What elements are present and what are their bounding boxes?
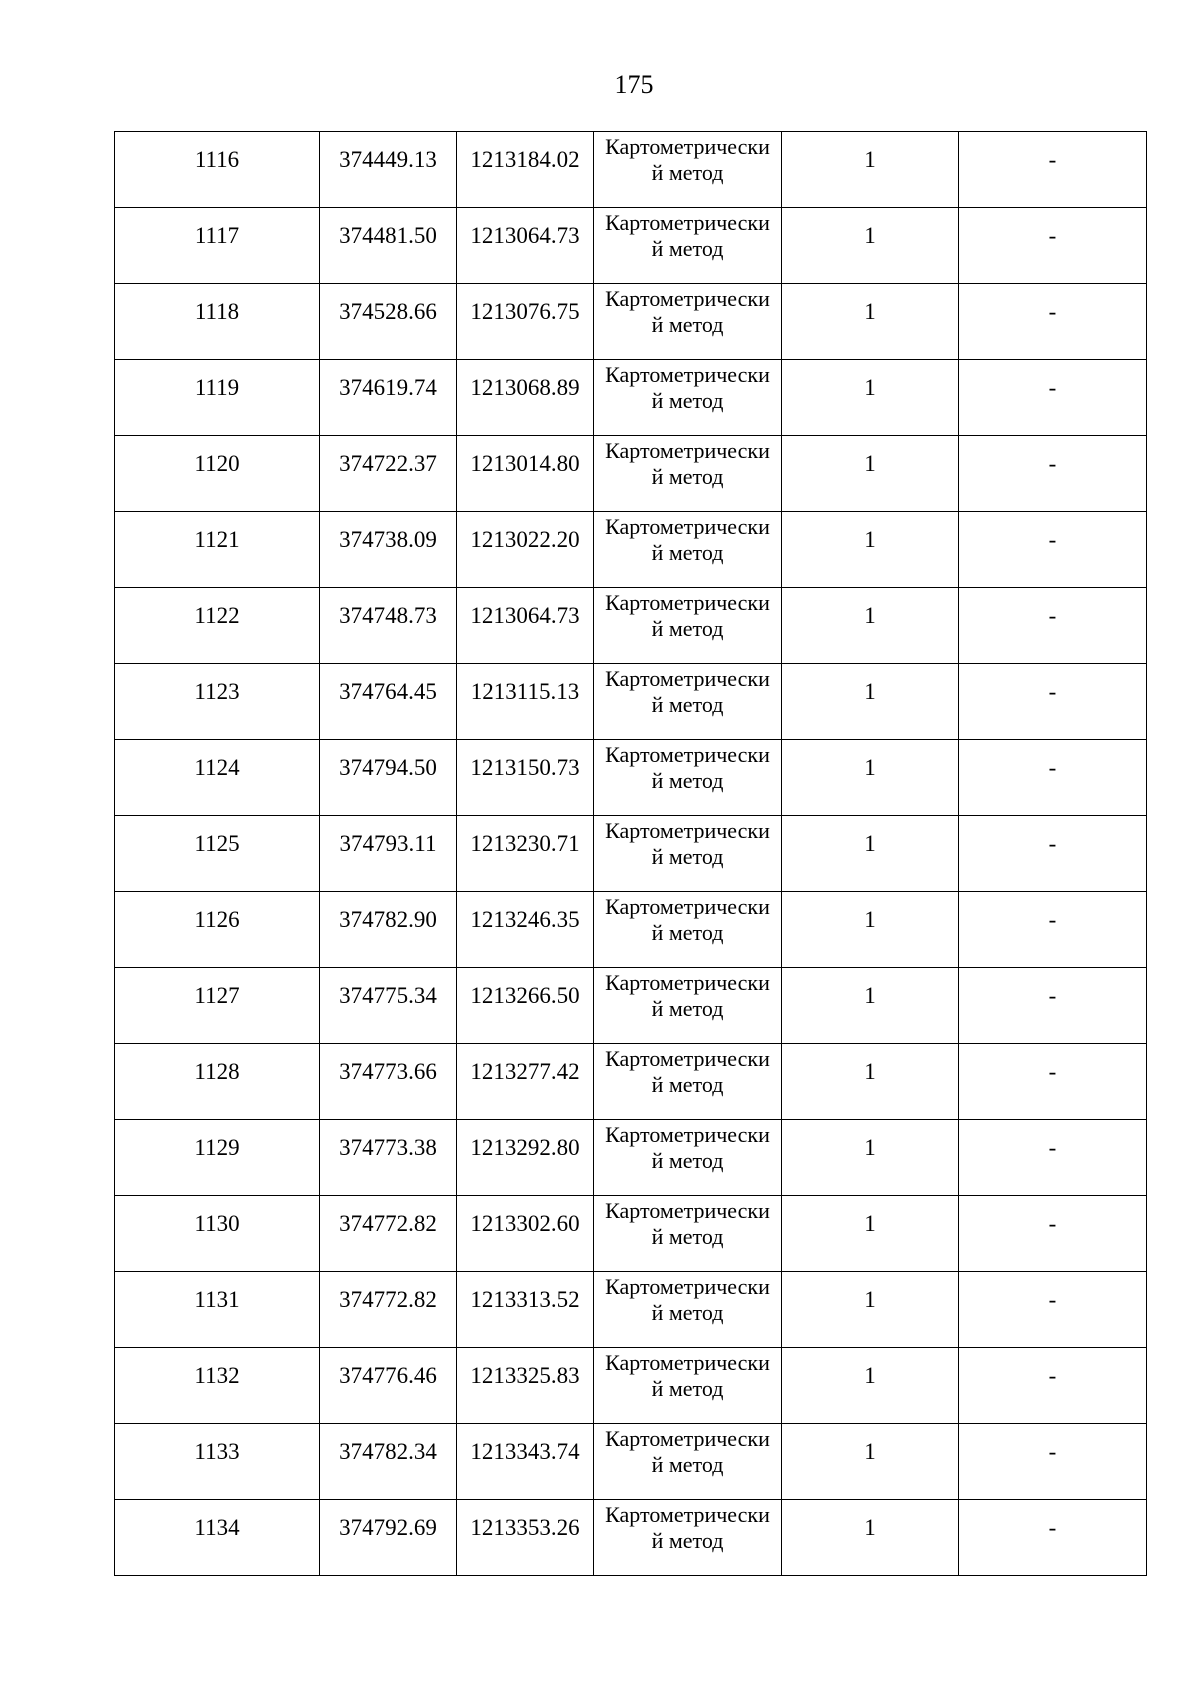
- point-number: 1127: [194, 983, 240, 1008]
- table-row: [115, 968, 1147, 1044]
- point-number: 1128: [194, 1059, 240, 1084]
- y-coordinate-cell: [457, 664, 594, 740]
- method-cell: [594, 1044, 782, 1120]
- accuracy-cell: [782, 1196, 959, 1272]
- accuracy-value: 1: [864, 1439, 876, 1464]
- accuracy-cell: [782, 968, 959, 1044]
- method-text: Картометрически й метод: [605, 818, 770, 869]
- page-number: 175: [614, 70, 654, 99]
- method-cell: [594, 360, 782, 436]
- x-coordinate-cell: [320, 1348, 457, 1424]
- method-text: Картометрически й метод: [605, 742, 770, 793]
- table-row: [115, 1272, 1147, 1348]
- method-text: Картометрически й метод: [605, 1122, 770, 1173]
- accuracy-cell: [782, 740, 959, 816]
- y-coordinate-cell: [457, 360, 594, 436]
- note-value: -: [1048, 299, 1057, 324]
- method-text: Картометрически й метод: [605, 210, 770, 261]
- point-number: 1131: [194, 1287, 240, 1312]
- point-number-cell: [115, 1500, 320, 1576]
- x-coordinate-cell: [320, 740, 457, 816]
- method-text: Картометрически й метод: [605, 590, 770, 641]
- method-text: Картометрически й метод: [605, 1426, 770, 1477]
- table-row: [115, 1500, 1147, 1576]
- y-coordinate: 1213325.83: [470, 1363, 580, 1388]
- point-number-cell: [115, 1272, 320, 1348]
- note-value: -: [1048, 147, 1057, 172]
- method-cell: [594, 740, 782, 816]
- x-coordinate: 374748.73: [339, 603, 437, 628]
- accuracy-value: 1: [864, 679, 876, 704]
- point-number: 1134: [194, 1515, 240, 1540]
- x-coordinate: 374722.37: [339, 451, 437, 476]
- note-value: -: [1048, 1211, 1057, 1236]
- accuracy-cell: [782, 1120, 959, 1196]
- x-coordinate-cell: [320, 284, 457, 360]
- y-coordinate-cell: [457, 892, 594, 968]
- y-coordinate-cell: [457, 1424, 594, 1500]
- y-coordinate-cell: [457, 208, 594, 284]
- table-row: [115, 816, 1147, 892]
- point-number: 1126: [194, 907, 240, 932]
- y-coordinate: 1213277.42: [470, 1059, 580, 1084]
- point-number-cell: [115, 512, 320, 588]
- y-coordinate-cell: [457, 512, 594, 588]
- note-cell: [959, 1500, 1147, 1576]
- note-value: -: [1048, 1059, 1057, 1084]
- point-number: 1133: [194, 1439, 240, 1464]
- note-cell: [959, 436, 1147, 512]
- accuracy-cell: [782, 436, 959, 512]
- accuracy-cell: [782, 664, 959, 740]
- accuracy-value: 1: [864, 299, 876, 324]
- method-cell: [594, 1348, 782, 1424]
- note-value: -: [1048, 1515, 1057, 1540]
- point-number: 1120: [194, 451, 240, 476]
- point-number-cell: [115, 664, 320, 740]
- method-cell: [594, 132, 782, 208]
- x-coordinate: 374738.09: [339, 527, 437, 552]
- x-coordinate: 374775.34: [339, 983, 437, 1008]
- note-cell: [959, 1044, 1147, 1120]
- method-cell: [594, 588, 782, 664]
- x-coordinate: 374794.50: [339, 755, 437, 780]
- note-cell: [959, 664, 1147, 740]
- method-text: Картометрически й метод: [605, 514, 770, 565]
- point-number-cell: [115, 132, 320, 208]
- method-text: Картометрически й метод: [605, 1350, 770, 1401]
- x-coordinate-cell: [320, 1424, 457, 1500]
- accuracy-value: 1: [864, 1363, 876, 1388]
- method-text: Картометрически й метод: [605, 970, 770, 1021]
- x-coordinate-cell: [320, 664, 457, 740]
- y-coordinate: 1213115.13: [470, 679, 580, 704]
- point-number-cell: [115, 1044, 320, 1120]
- point-number-cell: [115, 360, 320, 436]
- method-cell: [594, 512, 782, 588]
- method-text: Картометрически й метод: [605, 1198, 770, 1249]
- y-coordinate-cell: [457, 284, 594, 360]
- accuracy-cell: [782, 1348, 959, 1424]
- method-text: Картометрически й метод: [605, 134, 770, 185]
- y-coordinate: 1213064.73: [470, 603, 580, 628]
- table-row: [115, 512, 1147, 588]
- table-row: [115, 360, 1147, 436]
- y-coordinate-cell: [457, 968, 594, 1044]
- y-coordinate-cell: [457, 132, 594, 208]
- point-number: 1119: [194, 375, 240, 400]
- note-cell: [959, 740, 1147, 816]
- coordinates-table: [114, 131, 1147, 1576]
- accuracy-value: 1: [864, 983, 876, 1008]
- x-coordinate-cell: [320, 892, 457, 968]
- method-text: Картометрически й метод: [605, 286, 770, 337]
- x-coordinate-cell: [320, 360, 457, 436]
- accuracy-cell: [782, 208, 959, 284]
- accuracy-cell: [782, 588, 959, 664]
- method-cell: [594, 1120, 782, 1196]
- method-cell: [594, 284, 782, 360]
- point-number: 1124: [194, 755, 240, 780]
- accuracy-cell: [782, 512, 959, 588]
- x-coordinate-cell: [320, 512, 457, 588]
- point-number: 1132: [194, 1363, 240, 1388]
- accuracy-cell: [782, 284, 959, 360]
- accuracy-value: 1: [864, 1515, 876, 1540]
- accuracy-cell: [782, 1500, 959, 1576]
- point-number-cell: [115, 1348, 320, 1424]
- method-text: Картометрически й метод: [605, 894, 770, 945]
- accuracy-value: 1: [864, 527, 876, 552]
- note-value: -: [1048, 375, 1057, 400]
- x-coordinate: 374619.74: [339, 375, 437, 400]
- note-value: -: [1048, 1287, 1057, 1312]
- note-value: -: [1048, 223, 1057, 248]
- note-value: -: [1048, 527, 1057, 552]
- x-coordinate-cell: [320, 968, 457, 1044]
- accuracy-value: 1: [864, 1211, 876, 1236]
- note-cell: [959, 360, 1147, 436]
- x-coordinate: 374793.11: [339, 831, 437, 856]
- y-coordinate: 1213230.71: [470, 831, 580, 856]
- note-value: -: [1048, 1439, 1057, 1464]
- table-row: [115, 740, 1147, 816]
- x-coordinate: 374528.66: [339, 299, 437, 324]
- y-coordinate-cell: [457, 1044, 594, 1120]
- y-coordinate: 1213246.35: [470, 907, 580, 932]
- y-coordinate-cell: [457, 1272, 594, 1348]
- table-row: [115, 1120, 1147, 1196]
- method-cell: [594, 664, 782, 740]
- x-coordinate-cell: [320, 208, 457, 284]
- y-coordinate-cell: [457, 816, 594, 892]
- point-number-cell: [115, 1424, 320, 1500]
- point-number-cell: [115, 436, 320, 512]
- x-coordinate-cell: [320, 1044, 457, 1120]
- note-cell: [959, 816, 1147, 892]
- method-cell: [594, 1424, 782, 1500]
- accuracy-value: 1: [864, 603, 876, 628]
- note-cell: [959, 208, 1147, 284]
- point-number: 1125: [194, 831, 240, 856]
- point-number-cell: [115, 208, 320, 284]
- accuracy-value: 1: [864, 907, 876, 932]
- method-cell: [594, 1196, 782, 1272]
- x-coordinate-cell: [320, 132, 457, 208]
- accuracy-value: 1: [864, 831, 876, 856]
- note-cell: [959, 892, 1147, 968]
- y-coordinate-cell: [457, 1120, 594, 1196]
- point-number: 1123: [194, 679, 240, 704]
- accuracy-cell: [782, 892, 959, 968]
- point-number-cell: [115, 740, 320, 816]
- table-row: [115, 284, 1147, 360]
- method-cell: [594, 208, 782, 284]
- accuracy-value: 1: [864, 1059, 876, 1084]
- x-coordinate: 374449.13: [339, 147, 437, 172]
- y-coordinate: 1213076.75: [470, 299, 580, 324]
- accuracy-cell: [782, 1424, 959, 1500]
- note-cell: [959, 1424, 1147, 1500]
- accuracy-cell: [782, 360, 959, 436]
- note-value: -: [1048, 907, 1057, 932]
- x-coordinate: 374773.66: [339, 1059, 437, 1084]
- x-coordinate: 374481.50: [339, 223, 437, 248]
- note-value: -: [1048, 1363, 1057, 1388]
- method-cell: [594, 1500, 782, 1576]
- point-number-cell: [115, 968, 320, 1044]
- x-coordinate: 374782.90: [339, 907, 437, 932]
- accuracy-value: 1: [864, 451, 876, 476]
- point-number: 1118: [194, 299, 240, 324]
- accuracy-cell: [782, 816, 959, 892]
- point-number-cell: [115, 816, 320, 892]
- accuracy-value: 1: [864, 1135, 876, 1160]
- y-coordinate: 1213022.20: [470, 527, 580, 552]
- point-number-cell: [115, 588, 320, 664]
- table-row: [115, 664, 1147, 740]
- point-number: 1122: [194, 603, 240, 628]
- point-number-cell: [115, 284, 320, 360]
- method-cell: [594, 436, 782, 512]
- method-cell: [594, 816, 782, 892]
- accuracy-cell: [782, 132, 959, 208]
- x-coordinate-cell: [320, 588, 457, 664]
- point-number: 1121: [194, 527, 240, 552]
- note-value: -: [1048, 983, 1057, 1008]
- y-coordinate-cell: [457, 1348, 594, 1424]
- x-coordinate: 374773.38: [339, 1135, 437, 1160]
- table-row: [115, 208, 1147, 284]
- point-number-cell: [115, 892, 320, 968]
- note-cell: [959, 588, 1147, 664]
- y-coordinate-cell: [457, 740, 594, 816]
- note-cell: [959, 1272, 1147, 1348]
- y-coordinate: 1213313.52: [470, 1287, 580, 1312]
- table-body: [115, 132, 1147, 1576]
- y-coordinate: 1213292.80: [470, 1135, 580, 1160]
- x-coordinate-cell: [320, 1272, 457, 1348]
- x-coordinate: 374782.34: [339, 1439, 437, 1464]
- method-text: Картометрически й метод: [605, 1274, 770, 1325]
- y-coordinate: 1213150.73: [470, 755, 580, 780]
- note-value: -: [1048, 755, 1057, 780]
- x-coordinate-cell: [320, 816, 457, 892]
- note-cell: [959, 1120, 1147, 1196]
- note-cell: [959, 1348, 1147, 1424]
- x-coordinate: 374772.82: [339, 1211, 437, 1236]
- point-number-cell: [115, 1196, 320, 1272]
- note-cell: [959, 284, 1147, 360]
- table-row: [115, 1196, 1147, 1272]
- table-row: [115, 1424, 1147, 1500]
- accuracy-value: 1: [864, 755, 876, 780]
- note-cell: [959, 512, 1147, 588]
- accuracy-cell: [782, 1044, 959, 1120]
- method-text: Картометрически й метод: [605, 666, 770, 717]
- table-row: [115, 588, 1147, 664]
- accuracy-cell: [782, 1272, 959, 1348]
- point-number: 1130: [194, 1211, 240, 1236]
- y-coordinate-cell: [457, 1500, 594, 1576]
- x-coordinate-cell: [320, 1196, 457, 1272]
- accuracy-value: 1: [864, 375, 876, 400]
- method-cell: [594, 968, 782, 1044]
- method-text: Картометрически й метод: [605, 1046, 770, 1097]
- x-coordinate-cell: [320, 1500, 457, 1576]
- point-number: 1116: [194, 147, 240, 172]
- accuracy-value: 1: [864, 147, 876, 172]
- y-coordinate: 1213266.50: [470, 983, 580, 1008]
- note-value: -: [1048, 451, 1057, 476]
- y-coordinate-cell: [457, 436, 594, 512]
- note-value: -: [1048, 603, 1057, 628]
- table-row: [115, 436, 1147, 512]
- note-value: -: [1048, 679, 1057, 704]
- y-coordinate: 1213353.26: [470, 1515, 580, 1540]
- y-coordinate: 1213068.89: [470, 375, 580, 400]
- y-coordinate-cell: [457, 1196, 594, 1272]
- y-coordinate: 1213014.80: [470, 451, 580, 476]
- table-row: [115, 132, 1147, 208]
- y-coordinate: 1213064.73: [470, 223, 580, 248]
- method-cell: [594, 892, 782, 968]
- point-number: 1117: [194, 223, 240, 248]
- x-coordinate-cell: [320, 1120, 457, 1196]
- method-text: Картометрически й метод: [605, 1502, 770, 1553]
- table-row: [115, 1348, 1147, 1424]
- table-row: [115, 892, 1147, 968]
- point-number: 1129: [194, 1135, 240, 1160]
- note-value: -: [1048, 1135, 1057, 1160]
- y-coordinate: 1213343.74: [470, 1439, 580, 1464]
- method-text: Картометрически й метод: [605, 362, 770, 413]
- y-coordinate: 1213184.02: [470, 147, 580, 172]
- note-cell: [959, 132, 1147, 208]
- y-coordinate: 1213302.60: [470, 1211, 580, 1236]
- accuracy-value: 1: [864, 1287, 876, 1312]
- y-coordinate-cell: [457, 588, 594, 664]
- point-number-cell: [115, 1120, 320, 1196]
- table-row: [115, 1044, 1147, 1120]
- note-cell: [959, 1196, 1147, 1272]
- x-coordinate: 374764.45: [339, 679, 437, 704]
- x-coordinate-cell: [320, 436, 457, 512]
- note-value: -: [1048, 831, 1057, 856]
- x-coordinate: 374776.46: [339, 1363, 437, 1388]
- method-cell: [594, 1272, 782, 1348]
- x-coordinate: 374772.82: [339, 1287, 437, 1312]
- x-coordinate: 374792.69: [339, 1515, 437, 1540]
- accuracy-value: 1: [864, 223, 876, 248]
- method-text: Картометрически й метод: [605, 438, 770, 489]
- note-cell: [959, 968, 1147, 1044]
